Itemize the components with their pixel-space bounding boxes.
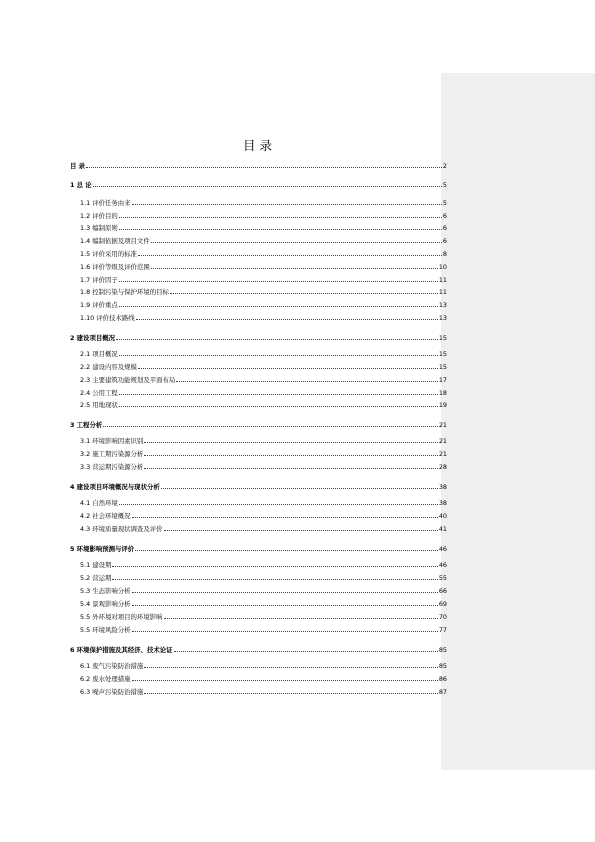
toc-entry-label: 1.1 评价任务由来 [80,199,131,207]
toc-dot-leader [119,406,438,407]
toc-entry[interactable] [70,274,447,284]
toc-dot-leader [132,592,438,593]
toc-dot-leader [144,455,438,456]
toc-dot-leader [136,319,438,320]
toc-dot-leader [112,566,437,567]
toc-entry[interactable] [70,624,447,634]
toc-entry-page-number: 10 [438,263,447,271]
toc-dot-leader [132,204,442,205]
toc-entry-page-number: 19 [438,401,447,409]
toc-dot-leader [86,167,442,168]
toc-entry-page-number: 6 [442,224,447,232]
toc-entry[interactable] [70,332,447,342]
toc-entry-page-number: 6 [442,212,447,220]
toc-entry[interactable] [70,160,447,170]
toc-dot-leader [132,605,438,606]
toc-entry-label: 1.8 控制污染与保护环境的目标 [80,288,169,296]
toc-entry-label: 2.2 建设内容及规模 [80,363,137,371]
toc-entry-page-number: 77 [438,626,447,634]
toc-entry-label: 6 环境保护措施及其经济、技术论证 [70,646,173,654]
toc-entry-label: 3.2 施工期污染源分析 [80,450,144,458]
toc-entry[interactable] [70,448,447,458]
toc-entry-label: 5.1 建设期 [80,561,112,569]
toc-entry-label: 2.1 项目概况 [80,350,118,358]
toc-entry[interactable] [70,543,447,553]
toc-entry-label: 5.5 环境风险分析 [80,626,131,634]
toc-entry-label: 1.7 评价因子 [80,276,118,284]
toc-entry[interactable] [70,686,447,696]
toc-dot-leader [161,488,438,489]
toc-entry-label: 2.3 主要建筑功能规划及平面布局 [80,376,176,384]
toc-dot-leader [119,229,442,230]
toc-entry[interactable] [70,644,447,654]
toc-entry-label: 4 建设项目环境概况与现状分析 [70,483,160,491]
toc-entry[interactable] [70,510,447,520]
toc-entry-label: 5.5 外环境对项目的环境影响 [80,613,163,621]
toc-dot-leader [144,442,438,443]
toc-dot-leader [119,306,438,307]
toc-entry-page-number: 15 [438,363,447,371]
toc-dot-leader [144,693,438,694]
toc-entry[interactable] [70,673,447,683]
table-of-contents [70,0,447,842]
toc-entry-label: 3.1 环境影响因素识别 [80,437,144,445]
toc-entry-page-number: 46 [438,545,447,553]
toc-dot-leader [164,618,438,619]
toc-entry-page-number: 21 [438,450,447,458]
toc-entry[interactable] [70,523,447,533]
toc-entry-label: 1.10 评价技术路线 [80,314,135,322]
toc-entry-label: 4.2 社会环境概况 [80,512,131,520]
toc-entry-page-number: 86 [438,675,447,683]
toc-entry-page-number: 17 [438,376,447,384]
toc-entry[interactable] [70,419,447,429]
toc-entry-page-number: 41 [438,525,447,533]
toc-entry-page-number: 38 [438,499,447,507]
toc-dot-leader [112,579,437,580]
toc-dot-leader [119,504,438,505]
toc-dot-leader [176,381,438,382]
toc-entry[interactable] [70,611,447,621]
toc-entry-page-number: 85 [438,662,447,670]
toc-entry[interactable] [70,497,447,507]
toc-entry[interactable] [70,348,447,358]
toc-entry-label: 3 工程分析 [70,421,103,429]
toc-dot-leader [119,281,438,282]
toc-entry[interactable] [70,210,447,220]
toc-entry-label: 5 环境影响预测与评价 [70,545,135,553]
comment-pane [438,73,595,770]
toc-entry-label: 5.2 营运期 [80,574,112,582]
toc-dot-leader [132,680,438,681]
toc-entry[interactable] [70,572,447,582]
toc-entry-label: 6.1 废气污染防治措施 [80,662,144,670]
toc-entry-page-number: 85 [438,646,447,654]
toc-entry-page-number: 21 [438,437,447,445]
toc-entry-page-number: 55 [438,574,447,582]
toc-entry[interactable] [70,248,447,258]
toc-entry-label: 1 总 论 [70,181,92,189]
toc-entry[interactable] [70,399,447,409]
toc-entry-page-number: 66 [438,587,447,595]
toc-entry[interactable] [70,312,447,322]
toc-entry[interactable] [70,197,447,207]
toc-entry-label: 1.5 评价采用的标准 [80,250,137,258]
toc-entry-label: 1.6 评价等级及评价范围 [80,263,150,271]
toc-entry-label: 2 建设项目概况 [70,334,116,342]
toc-entry-label: 1.4 编制依据及项目文件 [80,237,150,245]
toc-entry-page-number: 18 [438,389,447,397]
toc-entry-label: 4.3 环境质量现状调查及评价 [80,525,163,533]
toc-dot-leader [138,255,442,256]
toc-entry[interactable] [70,387,447,397]
toc-entry[interactable] [70,559,447,569]
toc-entry-page-number: 46 [438,561,447,569]
toc-entry-page-number: 21 [438,421,447,429]
toc-entry-label: 1.9 评价重点 [80,301,118,309]
toc-entry[interactable] [70,660,447,670]
toc-dot-leader [164,530,438,531]
toc-entry-label: 5.4 景观影响分析 [80,600,131,608]
toc-dot-leader [135,550,438,551]
toc-dot-leader [138,368,438,369]
toc-dot-leader [170,293,438,294]
toc-dot-leader [116,339,438,340]
toc-entry-page-number: 13 [438,314,447,322]
toc-dot-leader [144,667,438,668]
toc-entry[interactable] [70,286,447,296]
toc-entry[interactable] [70,374,447,384]
toc-dot-leader [132,631,438,632]
toc-entry[interactable] [70,299,447,309]
toc-entry[interactable] [70,435,447,445]
toc-entry-page-number: 5 [442,199,447,207]
toc-entry-page-number: 13 [438,301,447,309]
toc-entry-page-number: 38 [438,483,447,491]
toc-dot-leader [119,355,438,356]
toc-entry-page-number: 69 [438,600,447,608]
toc-entry-label: 目 录 [70,162,86,170]
toc-dot-leader [93,186,442,187]
toc-dot-leader [132,517,438,518]
toc-entry-page-number: 6 [442,237,447,245]
toc-dot-leader [103,426,438,427]
toc-entry-page-number: 28 [438,463,447,471]
toc-entry-label: 1.3 编制原则 [80,224,118,232]
toc-entry-page-number: 2 [442,162,447,170]
toc-entry-label: 2.4 公用工程 [80,389,118,397]
toc-title: 目 录 [243,138,272,153]
toc-dot-leader [144,468,438,469]
toc-dot-leader [119,394,438,395]
toc-entry[interactable] [70,361,447,371]
toc-entry-page-number: 87 [438,688,447,696]
toc-dot-leader [151,242,442,243]
toc-entry[interactable] [70,235,447,245]
toc-entry-label: 2.5 用地现状 [80,401,118,409]
toc-entry[interactable] [70,481,447,491]
toc-entry-page-number: 15 [438,350,447,358]
toc-entry[interactable] [70,461,447,471]
toc-entry-page-number: 5 [442,181,447,189]
toc-entry-label: 1.2 评价目的 [80,212,118,220]
toc-entry[interactable] [70,598,447,608]
toc-entry-page-number: 40 [438,512,447,520]
toc-entry-label: 6.2 废水处理措施 [80,675,131,683]
toc-entry-label: 6.3 噪声污染防治措施 [80,688,144,696]
toc-entry-page-number: 15 [438,334,447,342]
toc-entry-page-number: 8 [442,250,447,258]
toc-entry[interactable] [70,261,447,271]
toc-entry-page-number: 70 [438,613,447,621]
toc-entry-page-number: 11 [438,276,447,284]
toc-dot-leader [174,651,438,652]
toc-entry[interactable] [70,585,447,595]
toc-dot-leader [151,268,438,269]
toc-entry-label: 3.3 营运期污染源分析 [80,463,144,471]
toc-entry-label: 5.3 生态影响分析 [80,587,131,595]
toc-entry[interactable] [70,179,447,189]
toc-entry-page-number: 11 [438,288,447,296]
toc-entry-label: 4.1 自然环境 [80,499,118,507]
toc-dot-leader [119,217,442,218]
toc-entry[interactable] [70,222,447,232]
